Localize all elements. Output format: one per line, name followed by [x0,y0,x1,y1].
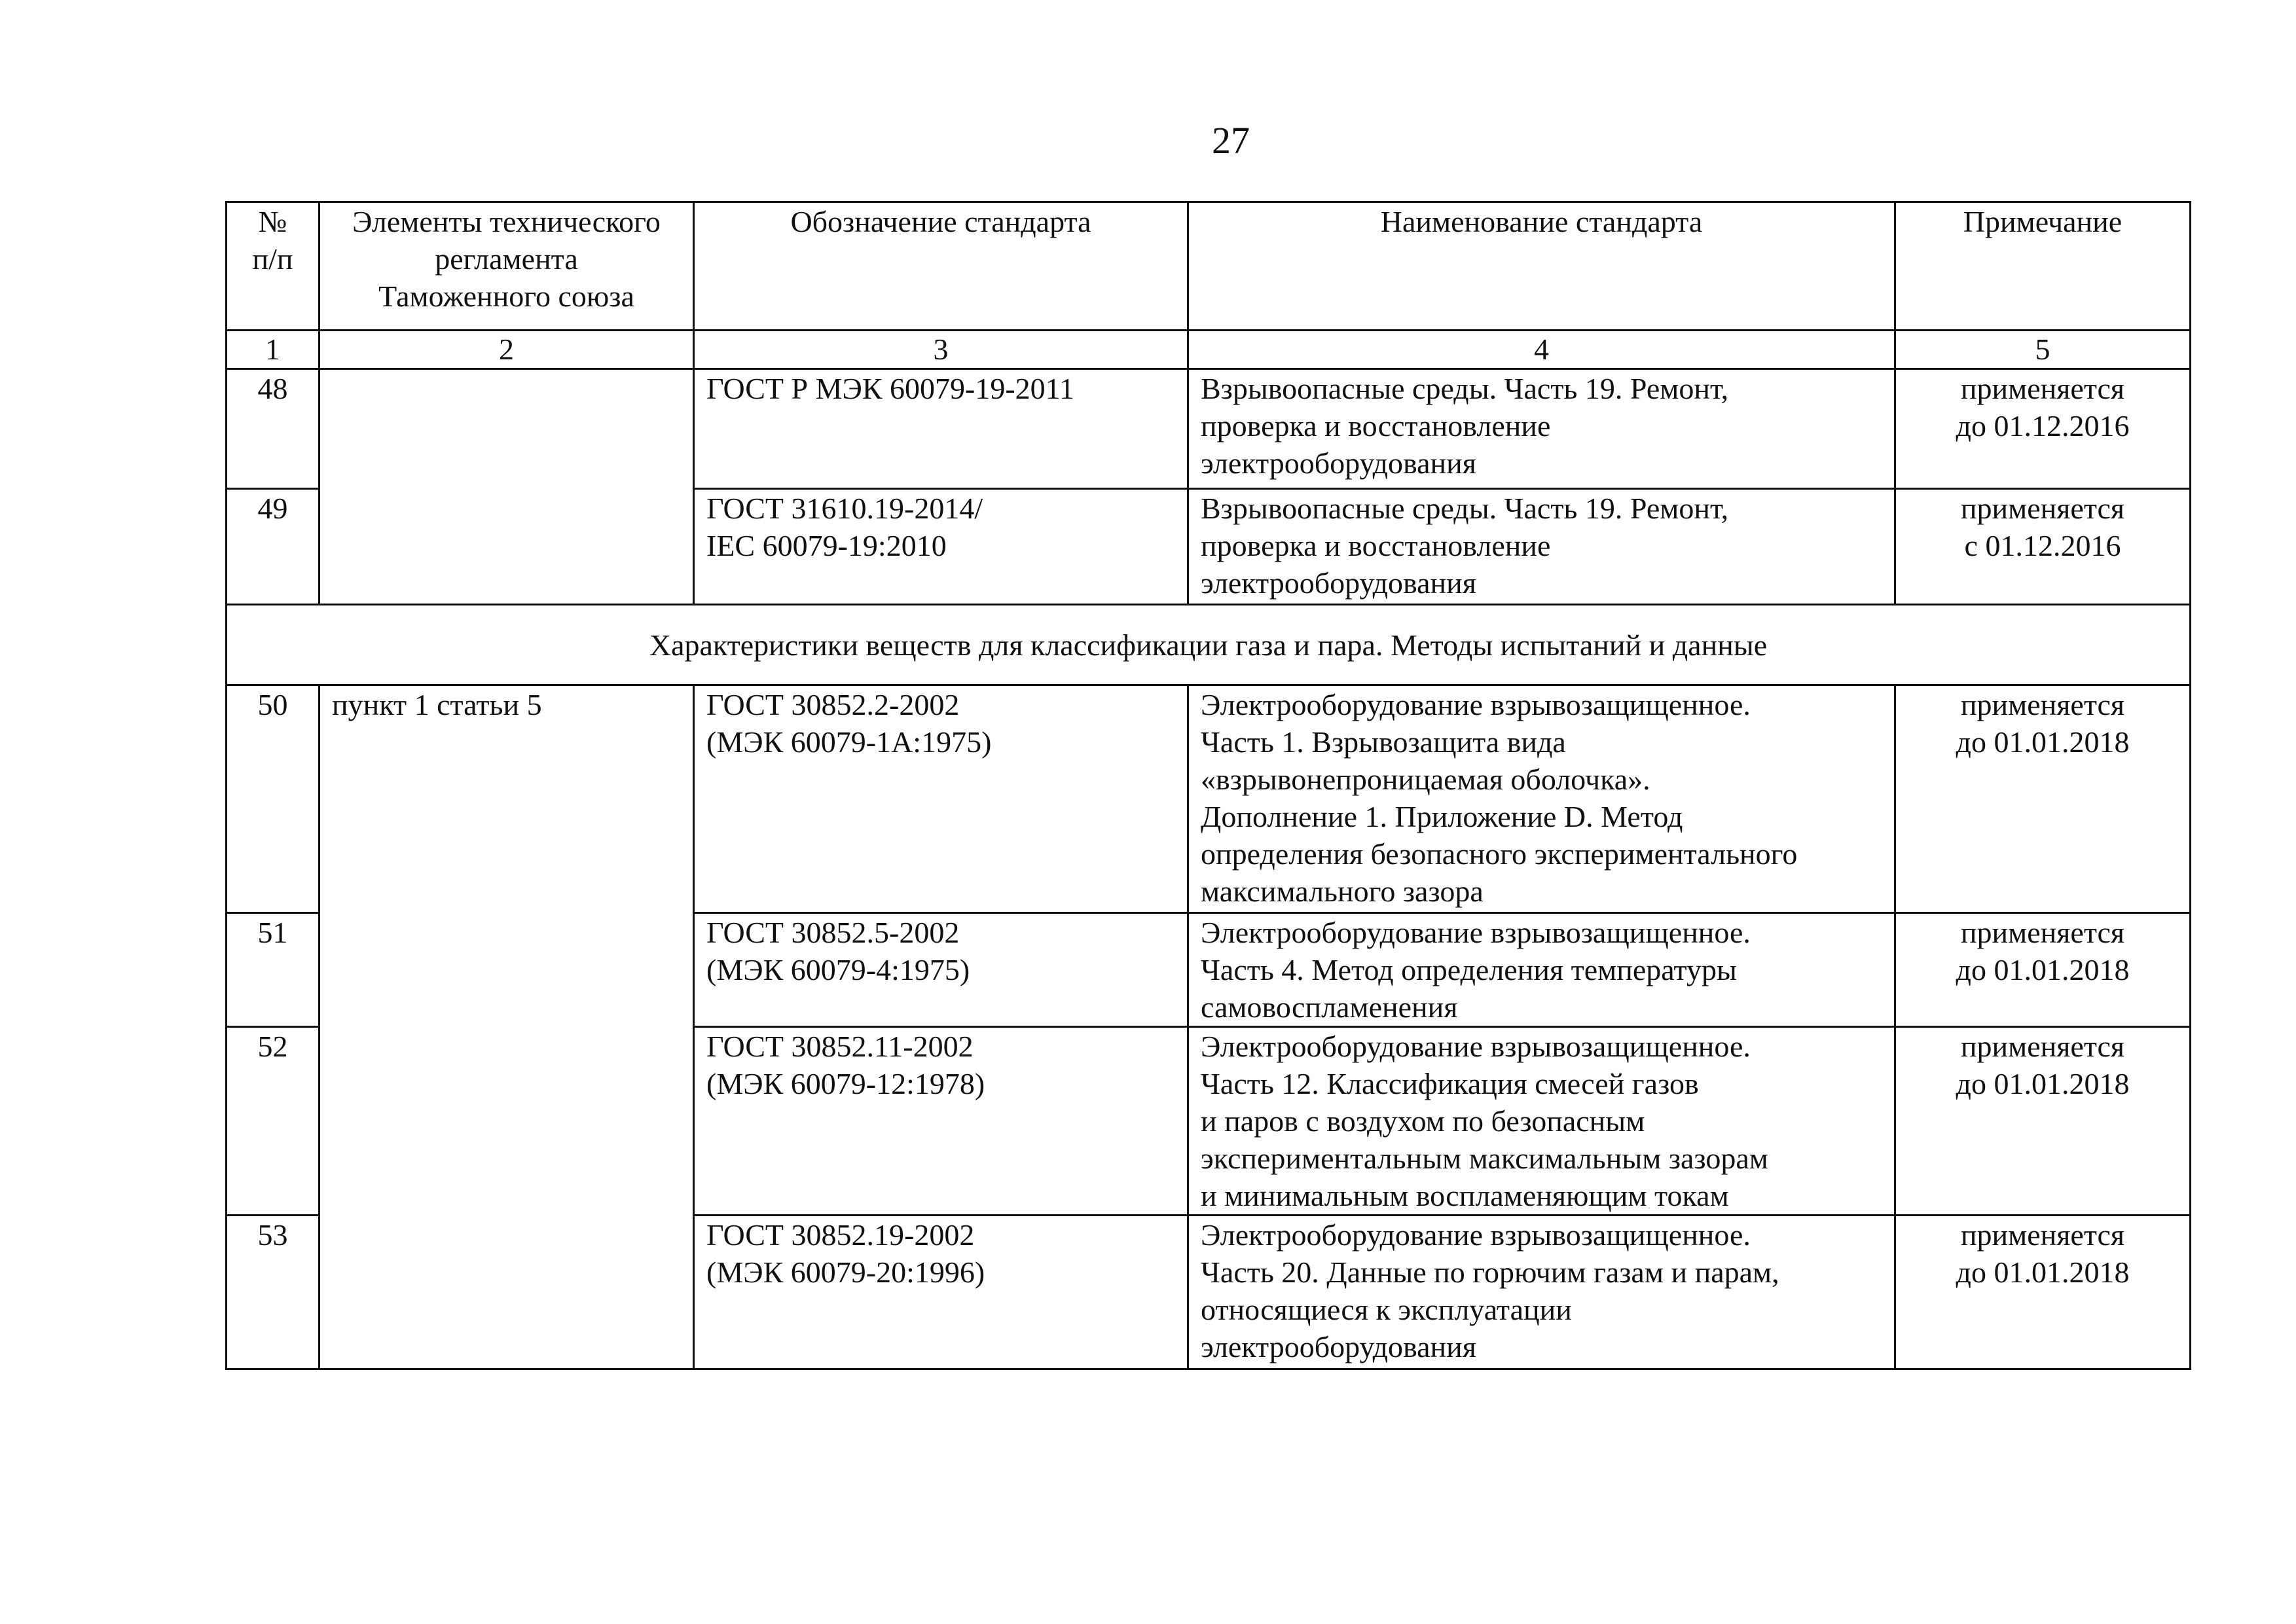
note-line: применяется [1960,1218,2125,1252]
name-line: Часть 20. Данные по горючим газам и парам, [1201,1255,1779,1289]
name-line: самовоспламенения [1201,990,1458,1024]
table-row [227,685,2191,913]
name-line: Дополнение 1. Приложение D. Метод [1201,800,1683,833]
row-element [319,369,694,605]
section-title: Характеристики веществ для классификации газа и пара. Методы испытаний и данные [227,605,2191,685]
name-line: электрооборудования [1201,446,1476,480]
name-line: Электрооборудование взрывозащищенное. [1201,688,1751,721]
name-line: Часть 1. Взрывозащита вида [1201,725,1566,759]
note-line: применяется [1960,492,2125,525]
name-line: Электрооборудование взрывозащищенное. [1201,1218,1751,1252]
name-line: Часть 4. Метод определения температуры [1201,953,1737,986]
row-note [1895,489,2191,605]
name-line: Взрывоопасные среды. Часть 19. Ремонт, [1201,492,1729,525]
name-line: проверка и восстановление [1201,529,1551,562]
row-number: 52 [227,1027,319,1216]
name-line: и паров с воздухом по безопасным [1201,1104,1645,1138]
row-name [1188,913,1895,1027]
row-note [1895,369,2191,489]
note-line: применяется [1960,916,2125,949]
header-number-line: № [258,205,287,238]
row-name [1188,1027,1895,1216]
standards-table [225,201,2191,1370]
header-name-line: Наименование стандарта [1380,205,1703,238]
row-element: пункт 1 статьи 5 [319,685,694,1369]
note-line: применяется [1960,372,2125,405]
row-designation [694,685,1188,913]
designation-line: (МЭК 60079-1А:1975) [706,725,992,759]
row-number: 51 [227,913,319,1027]
row-designation [694,1216,1188,1369]
column-number-row [227,331,2191,369]
name-line: определения безопасного экспериментального [1201,837,1798,871]
row-name [1188,1216,1895,1369]
designation-line: ГОСТ 30852.11-2002 [706,1030,974,1063]
row-number: 49 [227,489,319,605]
row-number: 48 [227,369,319,489]
row-number: 53 [227,1216,319,1369]
note-line: до 01.01.2018 [1956,1255,2130,1289]
row-designation [694,369,1188,489]
row-designation [694,1027,1188,1216]
header-number [227,202,319,331]
name-line: Электрооборудование взрывозащищенное. [1201,916,1751,949]
row-name [1188,685,1895,913]
row-note [1895,1027,2191,1216]
header-number-line: п/п [252,242,293,276]
header-element-line: Таможенного союза [378,280,634,313]
designation-line: ГОСТ Р МЭК 60079-19-2011 [706,372,1074,405]
note-line: до 01.01.2018 [1956,953,2130,986]
header-note [1895,202,2191,331]
designation-line: (МЭК 60079-12:1978) [706,1067,985,1100]
header-row [227,202,2191,331]
note-line: до 01.01.2018 [1956,725,2130,759]
name-line: максимального зазора [1201,875,1484,908]
row-note [1895,913,2191,1027]
header-designation-line: Обозначение стандарта [790,205,1091,238]
column-number: 4 [1188,331,1895,369]
row-note [1895,1216,2191,1369]
column-number: 5 [1895,331,2191,369]
name-line: и минимальным воспламеняющим токам [1201,1179,1729,1212]
designation-line: ГОСТ 31610.19-2014/ [706,492,983,525]
row-name [1188,489,1895,605]
name-line: экспериментальным максимальным зазорам [1201,1142,1768,1175]
designation-line: (МЭК 60079-4:1975) [706,953,970,986]
row-note [1895,685,2191,913]
note-line: до 01.12.2016 [1956,409,2130,442]
row-number: 50 [227,685,319,913]
name-line: Взрывоопасные среды. Часть 19. Ремонт, [1201,372,1729,405]
note-line: до 01.01.2018 [1956,1067,2130,1100]
note-line: применяется [1960,1030,2125,1063]
section-row [227,605,2191,685]
name-line: «взрывонепроницаемая оболочка». [1201,763,1650,796]
name-line: электрооборудования [1201,566,1476,600]
name-line: Электрооборудование взрывозащищенное. [1201,1030,1751,1063]
header-designation [694,202,1188,331]
designation-line: IEC 60079-19:2010 [706,529,947,562]
name-line: проверка и восстановление [1201,409,1551,442]
page-number: 27 [1212,119,1250,162]
header-note-line: Примечание [1963,205,2123,238]
note-line: с 01.12.2016 [1964,529,2121,562]
header-element-line: регламента [435,242,578,276]
column-number: 2 [319,331,694,369]
note-line: применяется [1960,688,2125,721]
designation-line: ГОСТ 30852.2-2002 [706,688,960,721]
row-designation [694,489,1188,605]
table-row [227,369,2191,489]
column-number: 1 [227,331,319,369]
header-element [319,202,694,331]
column-number: 3 [694,331,1188,369]
row-designation [694,913,1188,1027]
name-line: электрооборудования [1201,1330,1476,1363]
header-name [1188,202,1895,331]
name-line: Часть 12. Классификация смесей газов [1201,1067,1699,1100]
designation-line: (МЭК 60079-20:1996) [706,1255,985,1289]
designation-line: ГОСТ 30852.19-2002 [706,1218,975,1252]
header-element-line: Элементы технического [352,205,661,238]
row-name [1188,369,1895,489]
designation-line: ГОСТ 30852.5-2002 [706,916,960,949]
name-line: относящиеся к эксплуатации [1201,1293,1572,1326]
